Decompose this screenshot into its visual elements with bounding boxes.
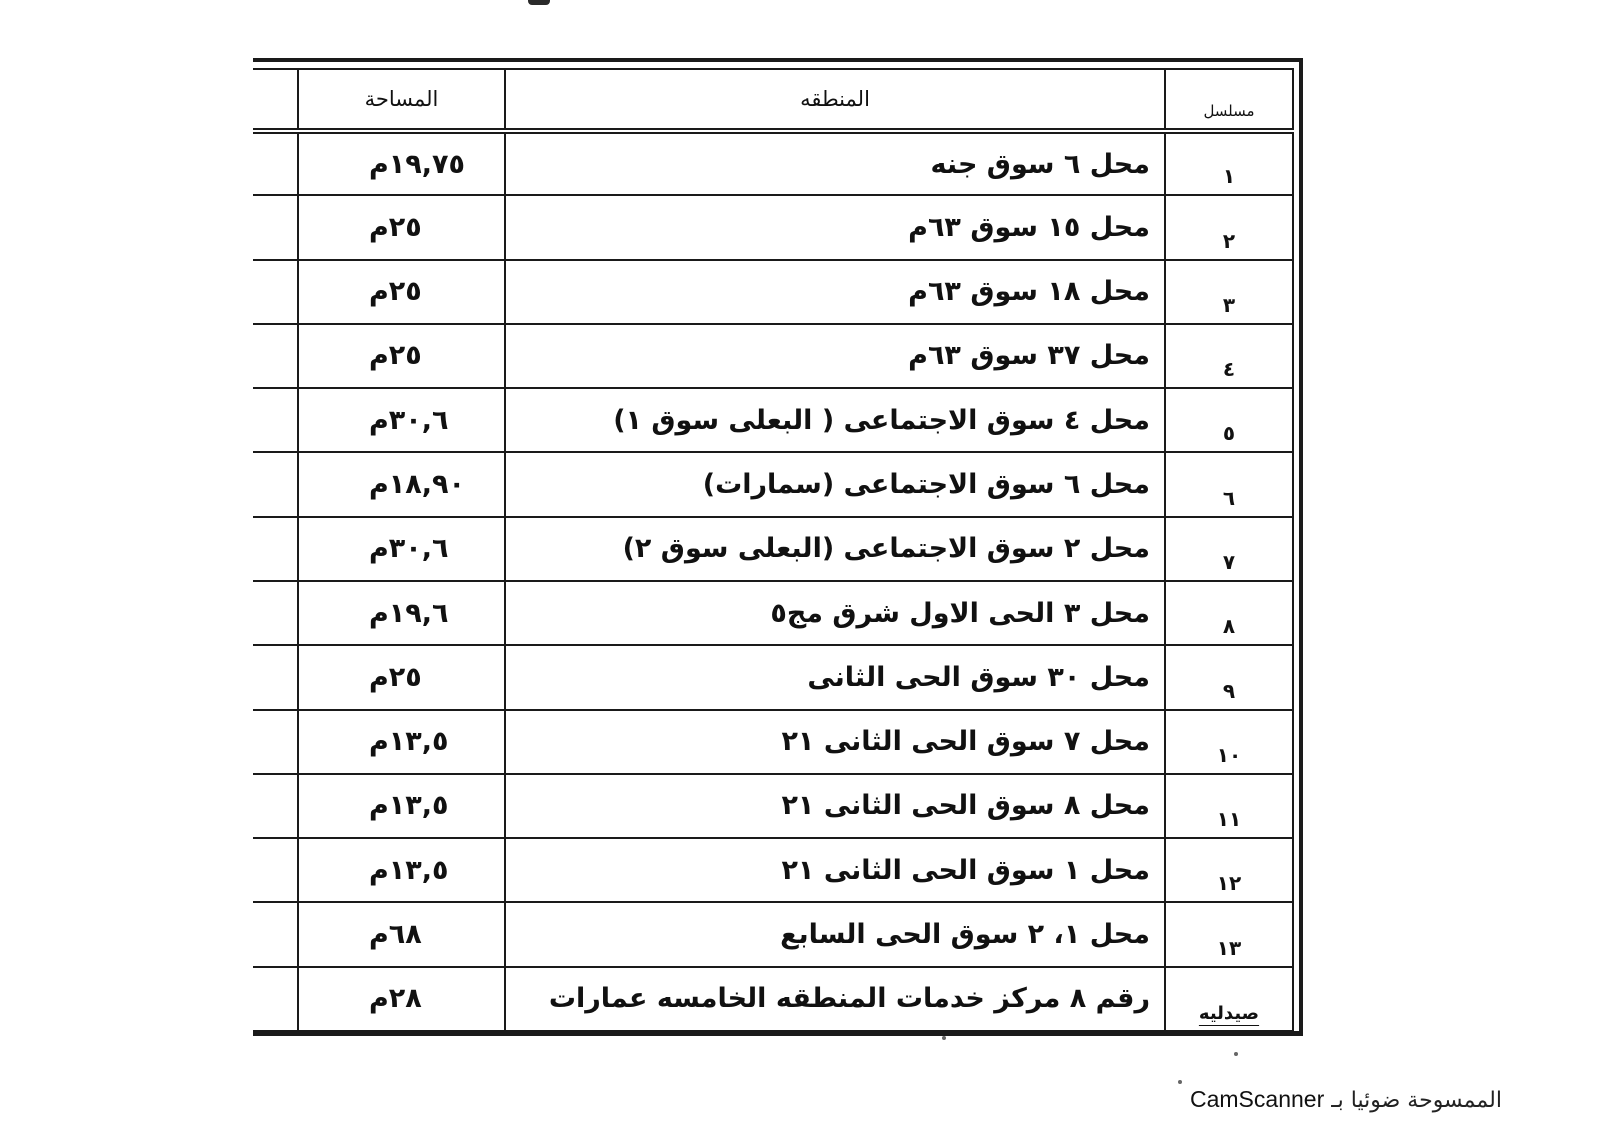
region-cell: محل ٣٠ سوق الحى الثانى [505,645,1165,709]
serial-cell: ١١ [1165,774,1293,838]
table-row [253,710,1293,774]
area-cell: ٣٠,٦م [298,517,505,581]
region-cell: محل ٣٧ سوق ٦٣م [505,324,1165,388]
header-area: المساحة [298,69,505,131]
area-cell: ٦٨م [298,902,505,966]
edge-cell [253,967,298,1031]
area-cell: ١٣,٥م [298,710,505,774]
serial-cell: ٧ [1165,517,1293,581]
area-cell: ١٣,٥م [298,774,505,838]
camscanner-brand: CamScanner [1190,1086,1325,1112]
scanned-by-text: الممسوحة ضوئيا بـ [1331,1088,1502,1113]
camscanner-footer [1190,1086,1502,1113]
edge-cell [253,645,298,709]
table-row [253,645,1293,709]
region-cell: محل ٢ سوق الاجتماعى (البعلى سوق ٢) [505,517,1165,581]
region-cell: محل ١، ٢ سوق الحى السابع [505,902,1165,966]
table-row [253,581,1293,645]
table-row [253,838,1293,902]
table-row [253,388,1293,452]
region-cell: محل ٧ سوق الحى الثانى ٢١ [505,710,1165,774]
region-cell: رقم ٨ مركز خدمات المنطقه الخامسه عمارات [505,967,1165,1031]
serial-cell: ٩ [1165,645,1293,709]
area-cell: ٢٨م [298,967,505,1031]
header-region: المنطقه [505,69,1165,131]
header-serial: مسلسل [1165,69,1293,131]
scan-artifact-mark [528,0,550,5]
area-cell: ٢٥م [298,260,505,324]
area-cell: ٢٥م [298,645,505,709]
table-row [253,324,1293,388]
serial-pharmacy-label: صيدليه [1198,1003,1260,1024]
area-cell: ١٣,٥م [298,838,505,902]
table-row [253,967,1293,1031]
edge-cell [253,902,298,966]
scan-speck [1234,1052,1238,1056]
edge-cell [253,838,298,902]
region-cell: محل ١٨ سوق ٦٣م [505,260,1165,324]
serial-cell: ٤ [1165,324,1293,388]
edge-cell [253,388,298,452]
table-row [253,131,1293,195]
table-row [253,260,1293,324]
scan-speck [942,1036,946,1040]
serial-cell: ١٣ [1165,902,1293,966]
table-row [253,452,1293,516]
table-row [253,195,1293,259]
edge-cell [253,581,298,645]
table-row [253,902,1293,966]
area-cell: ١٩,٧٥م [298,131,505,195]
serial-cell: ١٢ [1165,838,1293,902]
area-cell: ١٩,٦م [298,581,505,645]
table-header-row [253,69,1293,131]
serial-cell [1165,967,1293,1031]
edge-cell [253,131,298,195]
area-cell: ٣٠,٦م [298,388,505,452]
edge-cell [253,195,298,259]
serial-cell: ٣ [1165,260,1293,324]
serial-cell: ٥ [1165,388,1293,452]
serial-cell: ١ [1165,131,1293,195]
serial-cell: ٦ [1165,452,1293,516]
region-cell: محل ٤ سوق الاجتماعى ( البعلى سوق ١) [505,388,1165,452]
region-cell: محل ١ سوق الحى الثانى ٢١ [505,838,1165,902]
edge-cell [253,710,298,774]
edge-cell [253,774,298,838]
region-cell: محل ٦ سوق الاجتماعى (سمارات) [505,452,1165,516]
region-cell: محل ٨ سوق الحى الثانى ٢١ [505,774,1165,838]
edge-cell [253,452,298,516]
area-cell: ٢٥م [298,324,505,388]
edge-cell [253,324,298,388]
table-row [253,517,1293,581]
edge-cell [253,260,298,324]
edge-cell [253,517,298,581]
area-cell: ١٨,٩٠م [298,452,505,516]
header-edge-cell [253,69,298,131]
region-cell: محل ١٥ سوق ٦٣م [505,195,1165,259]
area-cell: ٢٥م [298,195,505,259]
table-row [253,774,1293,838]
serial-cell: ٨ [1165,581,1293,645]
serial-cell: ١٠ [1165,710,1293,774]
region-cell: محل ٣ الحى الاول شرق مج٥ [505,581,1165,645]
region-cell: محل ٦ سوق جنه [505,131,1165,195]
scan-speck [1178,1080,1182,1084]
shops-table [253,68,1294,1032]
serial-cell: ٢ [1165,195,1293,259]
